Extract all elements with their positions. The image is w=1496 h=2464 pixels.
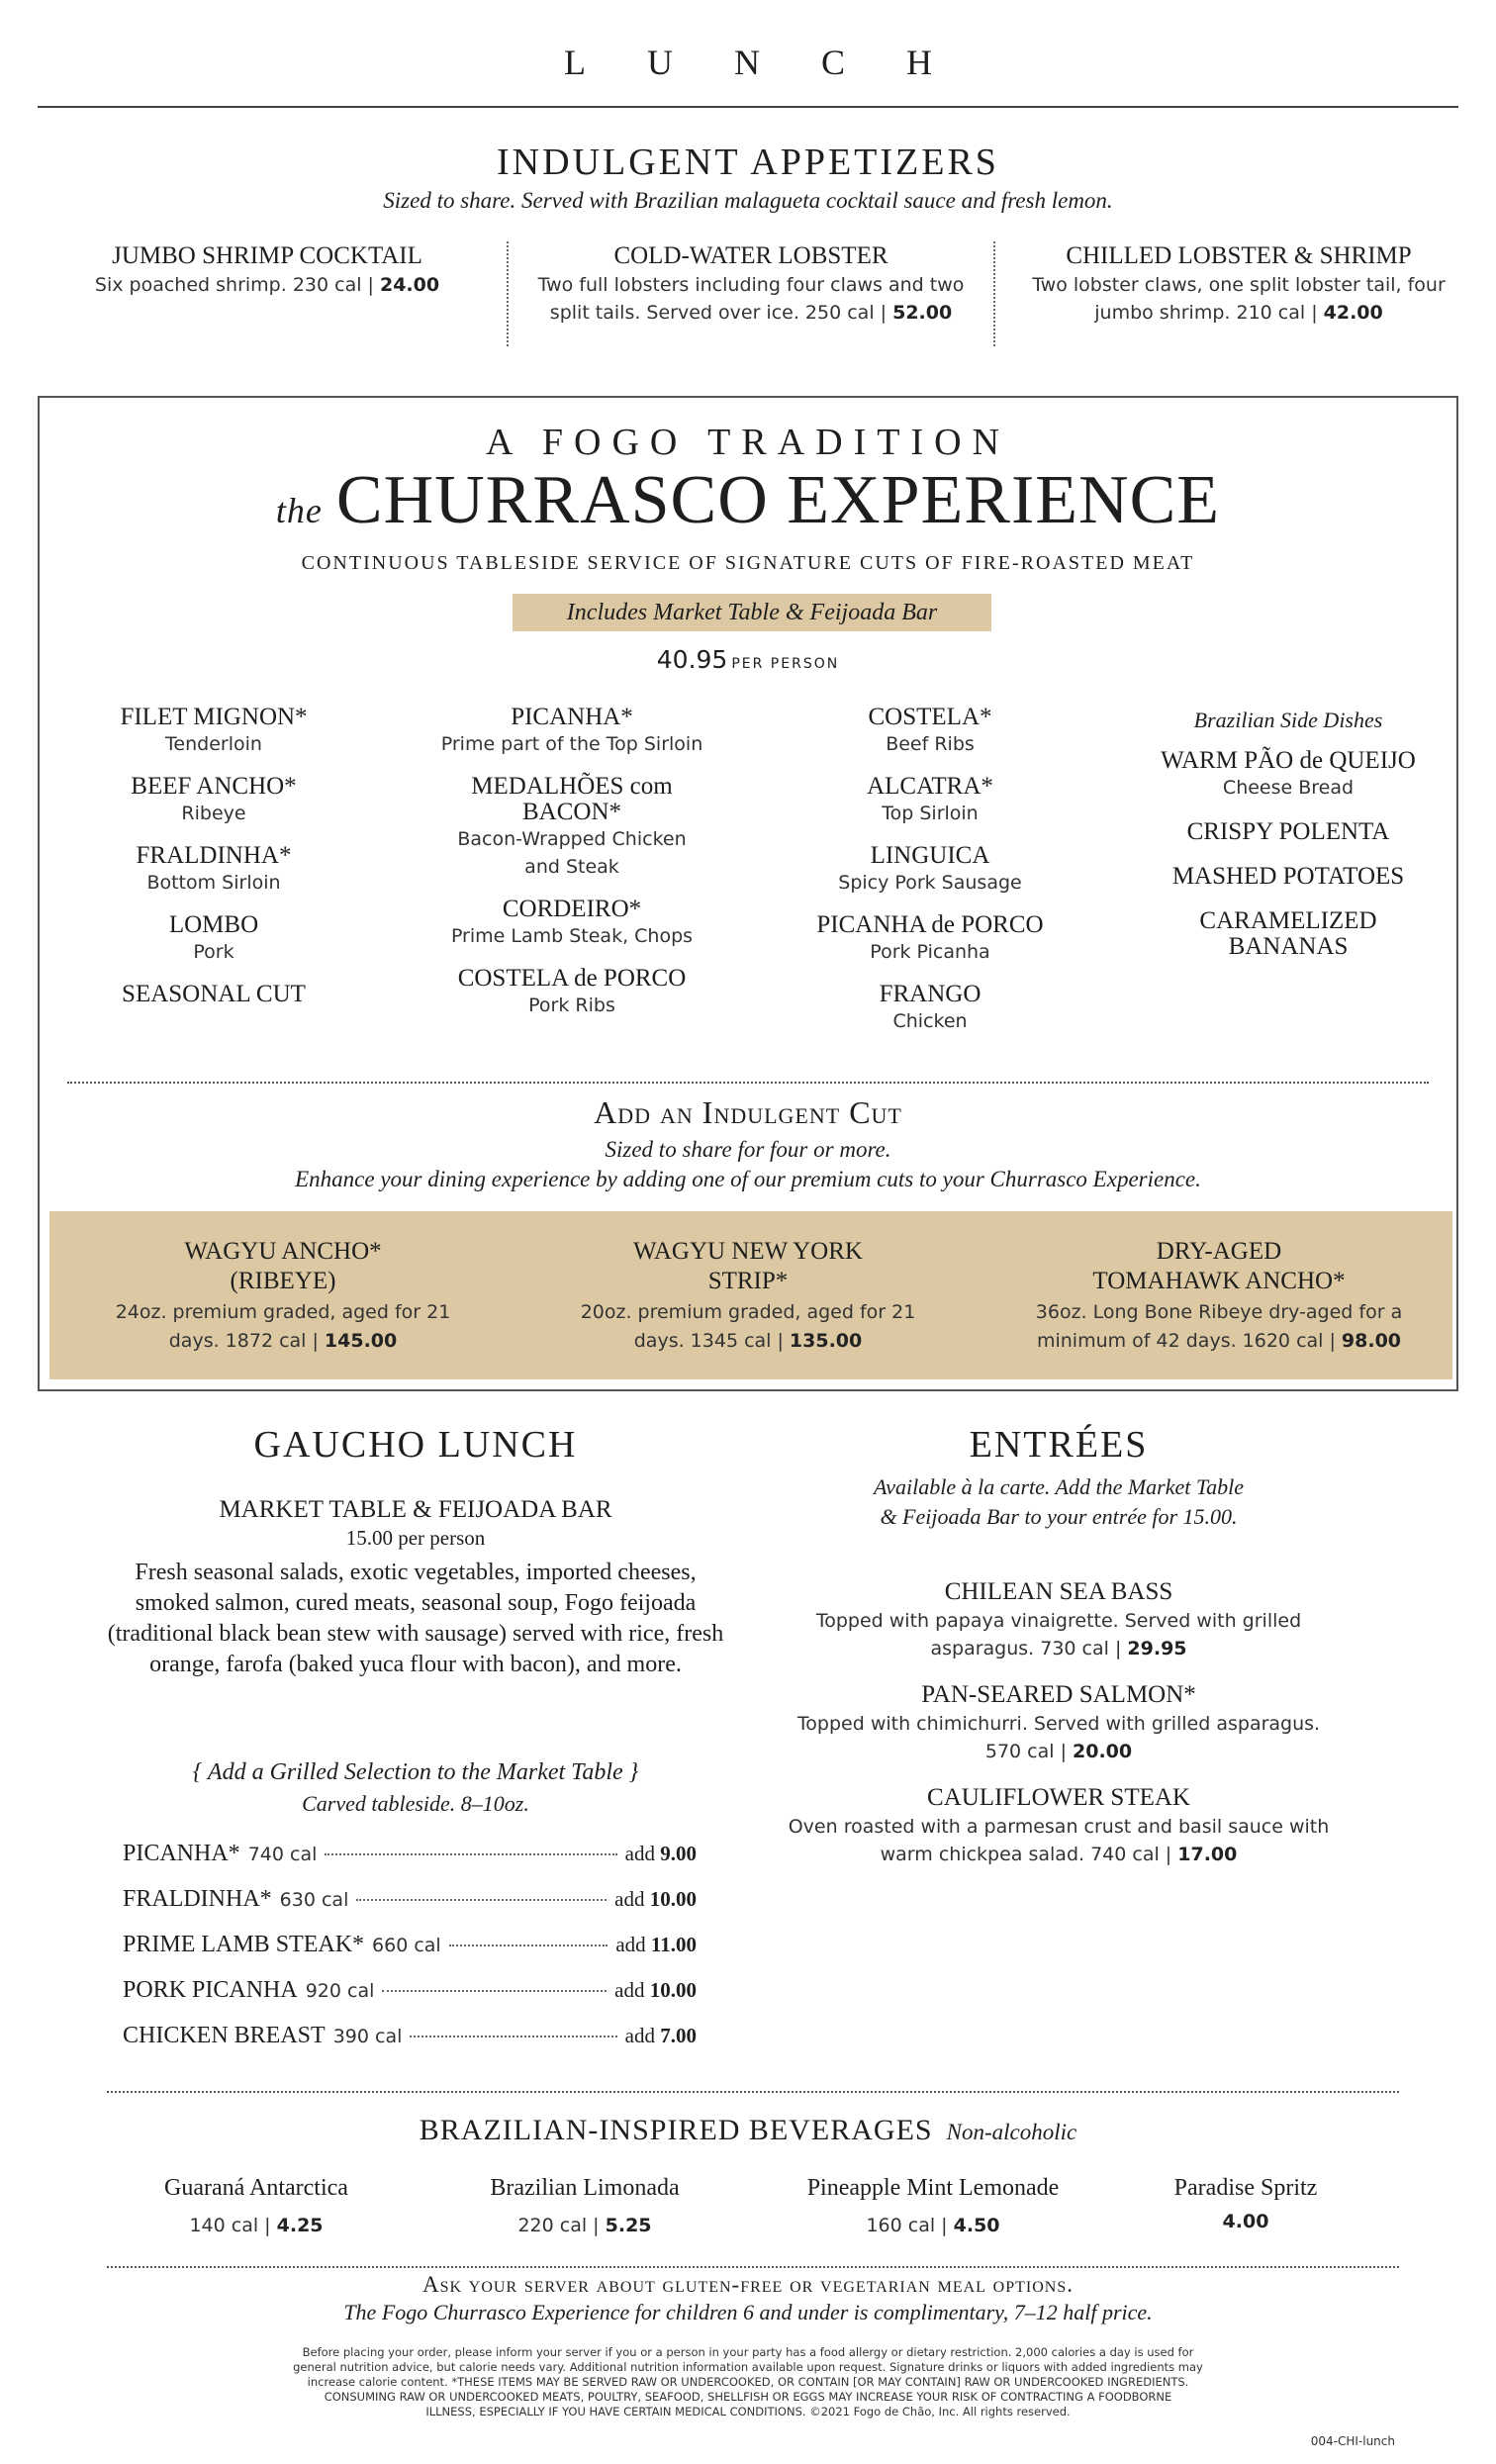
appetizer-price: 24.00: [379, 274, 440, 296]
meat-item: COSTELA de PORCO Pork Ribs: [457, 965, 687, 1016]
meat-column-1: [65, 705, 362, 1023]
premium-cut-price: 98.00: [1341, 1330, 1402, 1352]
section-divider: [67, 1082, 1429, 1084]
children-pricing-note: The Fogo Churrasco Experience for children 6 and under is complimentary, 7–12 half price.: [343, 2300, 1153, 2324]
column-divider: [507, 241, 509, 346]
appetizer-desc: Two full lobsters including four claws and two: [537, 274, 965, 296]
meat-item: FILET MIGNON* Tenderloin: [120, 704, 308, 755]
meat-item: CORDEIRO* Prime Lamb Steak, Chops: [450, 896, 694, 947]
appetizer-price: 42.00: [1323, 302, 1383, 324]
entree-price: 29.95: [1127, 1638, 1187, 1659]
includes-badge: Includes Market Table & Feijoada Bar: [513, 594, 991, 631]
addon-row: FRALDINHA* 630 cal add 10.00: [123, 1886, 697, 1912]
appetizer-price: 52.00: [892, 302, 953, 324]
appetizer-desc: Six poached shrimp. 230 cal | 24.00: [94, 274, 440, 296]
churrasco-tagline: CONTINUOUS TABLESIDE SERVICE OF SIGNATURE CUTS OF FIRE-ROASTED MEAT: [301, 552, 1195, 574]
price-unit: PER PERSON: [731, 656, 840, 672]
appetizers-heading: INDULGENT APPETIZERS: [497, 142, 999, 183]
dietary-note: Ask your server about gluten-free or vegetarian meal options.: [421, 2272, 1074, 2297]
appetizer-item: [59, 241, 475, 299]
premium-cut-item: WAGYU NEW YORK STRIP* 20oz. premium graded, aged for 21 days. 1345 cal | 135.00: [580, 1238, 916, 1352]
meat-item: PICANHA* Prime part of the Top Sirloin: [440, 704, 703, 755]
entree-price: 20.00: [1073, 1741, 1133, 1762]
header-divider: [38, 106, 1458, 108]
appetizer-desc: jumbo shrimp. 210 cal | 42.00: [1094, 302, 1383, 324]
addon-row: CHICKEN BREAST 390 cal add 7.00: [123, 2023, 697, 2048]
meat-item: SEASONAL CUT: [122, 981, 306, 1007]
premium-cut-price: 145.00: [324, 1330, 398, 1352]
indulgent-description: Enhance your dining experience by adding one of our premium cuts to your Churrasco Experience.: [295, 1167, 1201, 1191]
title-prefix: the: [275, 491, 323, 530]
entree-item: CAULIFLOWER STEAK Oven roasted with a parmesan crust and basil sauce with warm chickpea salad. 740 cal | 17.00: [788, 1784, 1330, 1865]
meat-item: PICANHA de PORCO Pork Picanha: [816, 911, 1044, 963]
column-divider: [993, 241, 995, 346]
meat-item: LINGUICA Spicy Pork Sausage: [838, 842, 1022, 894]
appetizer-name: JUMBO SHRIMP COCKTAIL: [112, 242, 422, 269]
appetizers-subtitle: Sized to share. Served with Brazilian malagueta cocktail sauce and fresh lemon.: [383, 188, 1113, 213]
entree-item: CHILEAN SEA BASS Topped with papaya vinaigrette. Served with grilled asparagus. 730 cal | 29.95: [815, 1578, 1302, 1659]
page-title: LUNCH: [564, 43, 993, 82]
churrasco-title: [0, 461, 1496, 540]
side-item: CRISPY POLENTA: [1186, 818, 1390, 845]
premium-cut-item: DRY-AGED TOMAHAWK ANCHO* 36oz. Long Bone Ribeye dry-aged for a minimum of 42 days. 1620 cal | 98.00: [1035, 1238, 1403, 1352]
beverage-item: Brazilian Limonada 220 cal | 5.25: [490, 2175, 680, 2236]
section-divider: [107, 2266, 1399, 2268]
tradition-heading: A FOGO TRADITION: [486, 422, 1010, 463]
entrees-subtitle: Available à la carte. Add the Market Table & Feijoada Bar to your entrée for 15.00.: [874, 1474, 1244, 1529]
beverages-heading: BRAZILIAN-INSPIRED BEVERAGES Non-alcoholic: [419, 2114, 1077, 2146]
section-divider: [107, 2091, 1399, 2093]
grilled-heading: { Add a Grilled Selection to the Market Table }: [192, 1759, 639, 1785]
beverage-item: Pineapple Mint Lemonade 160 cal | 4.50: [806, 2175, 1060, 2236]
addon-row: PORK PICANHA 920 cal add 10.00: [123, 1977, 697, 2003]
meat-column-3: [782, 705, 1078, 1051]
sides-heading: Brazilian Side Dishes: [1193, 708, 1383, 732]
appetizer-name: CHILLED LOBSTER & SHRIMP: [1066, 242, 1412, 269]
market-table-description: Fresh seasonal salads, exotic vegetables, imported cheeses, smoked salmon, cured meats, seasonal soup, Fogo feijoada (traditional black bean stew with sausage) served with rice, fresh orange, farofa (baked yuca flour with bacon), and more.: [107, 1560, 724, 1677]
premium-cut-price: 135.00: [789, 1330, 863, 1352]
entree-price: 17.00: [1177, 1844, 1238, 1865]
side-item: MASHED POTATOES: [1171, 863, 1405, 890]
market-table-price: 15.00 per person: [345, 1526, 486, 1550]
appetizer-item: [1003, 241, 1474, 327]
side-item: CARAMELIZED BANANAS: [1199, 907, 1377, 960]
premium-cut-item: WAGYU ANCHO* (RIBEYE) 24oz. premium graded, aged for 21 days. 1872 cal | 145.00: [115, 1238, 451, 1352]
meat-item: FRALDINHA* Bottom Sirloin: [136, 842, 292, 894]
churrasco-price: [0, 645, 1496, 674]
addon-row: PRIME LAMB STEAK* 660 cal add 11.00: [123, 1932, 697, 1957]
addon-row: PICANHA* 740 cal add 9.00: [123, 1841, 697, 1866]
appetizer-desc: Two lobster claws, one split lobster tail, four: [1032, 274, 1446, 296]
legal-disclaimer: Before placing your order, please inform your server if you or a person in your party has a food allergy or dietary restriction. 2,000 calories a day is used for general nutrition advice, but calorie needs vary. Additional nutrition information available upon request. Signature drinks or liquors with added ingredients may increase calorie content. *THESE ITEMS MAY BE SERVED RAW OR UNDERCOOKED, OR CONTAIN [OR MAY CONTAIN] RAW OR UNDERCOOKED INGREDIENTS. CONSUMING RAW OR UNDERCOOKED MEATS, POULTRY, SEAFOOD, SHELLFISH OR EGGS MAY INCREASE YOUR RISK OF CONTRACTING A FOODBORNE ILLNESS, ESPECIALLY IF YOU HAVE CERTAIN MEDICAL CONDITIONS. ©2021 Fogo de Chão, Inc. All rights reserved.: [293, 2345, 1203, 2418]
title-main: CHURRASCO EXPERIENCE: [335, 462, 1221, 538]
meat-item: COSTELA* Beef Ribs: [868, 704, 992, 755]
beverage-item: Paradise Spritz 4.00: [1173, 2175, 1318, 2232]
price-amount: 40.95: [656, 645, 728, 674]
appetizer-item: [518, 241, 983, 327]
market-table-name: MARKET TABLE & FEIJOADA BAR: [219, 1496, 612, 1523]
beverages-note: Non-alcoholic: [946, 2120, 1077, 2144]
grilled-subtitle: Carved tableside. 8–10oz.: [302, 1791, 529, 1816]
indulgent-heading: Add an Indulgent Cut: [594, 1094, 902, 1130]
indulgent-subtitle: Sized to share for four or more.: [605, 1137, 891, 1162]
beverage-item: Guaraná Antarctica 140 cal | 4.25: [164, 2175, 348, 2236]
document-code: 004-CHI-lunch: [1310, 2434, 1395, 2448]
meat-item: LOMBO Pork: [168, 911, 259, 963]
appetizer-name: COLD-WATER LOBSTER: [613, 242, 888, 269]
side-item: WARM PÃO de QUEIJO Cheese Bread: [1161, 747, 1416, 799]
sides-column: [1140, 707, 1437, 979]
meat-item: BEEF ANCHO* Ribeye: [131, 773, 297, 824]
meat-item: MEDALHÕES com BACON* Bacon-Wrapped Chicken and Steak: [457, 773, 687, 878]
entrees-heading: ENTRÉES: [969, 1424, 1149, 1466]
gaucho-heading: GAUCHO LUNCH: [253, 1424, 578, 1466]
meat-column-2: [423, 705, 720, 1035]
meat-item: FRANGO Chicken: [879, 981, 982, 1032]
meat-item: ALCATRA* Top Sirloin: [867, 773, 993, 824]
appetizer-desc: split tails. Served over ice. 250 cal | 52.00: [549, 302, 953, 324]
entree-item: PAN-SEARED SALMON* Topped with chimichurri. Served with grilled asparagus. 570 cal | 20.00: [796, 1681, 1321, 1762]
